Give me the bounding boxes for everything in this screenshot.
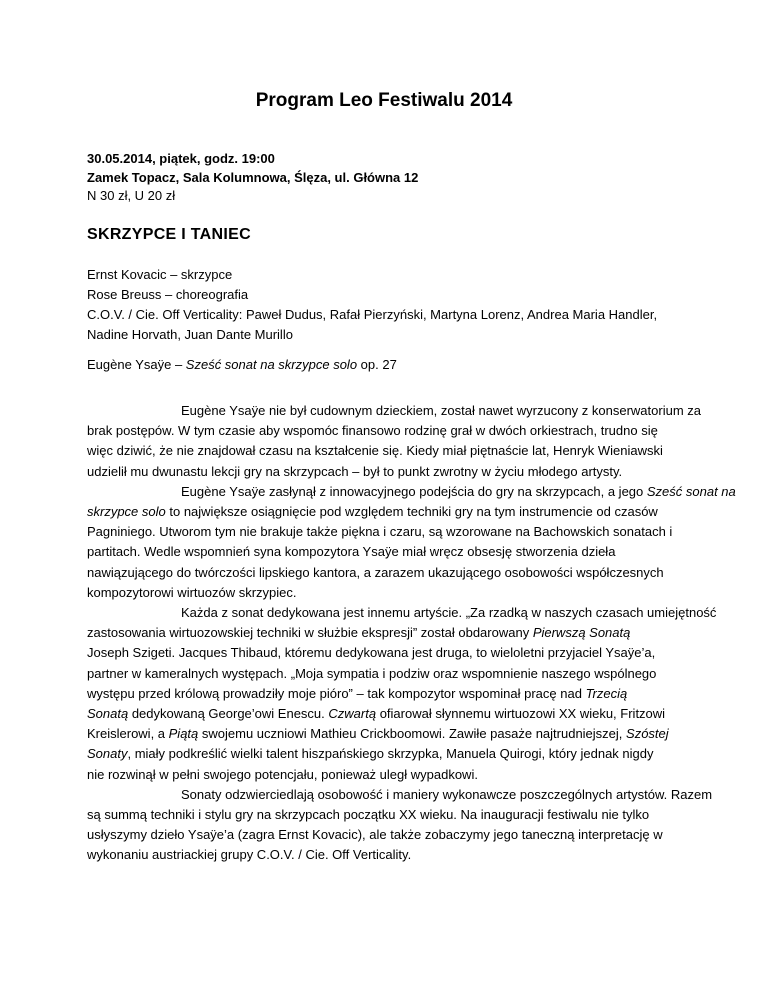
event-venue: Zamek Topacz, Sala Kolumnowa, Ślęza, ul. Główna 12 (87, 169, 419, 185)
text-run: , miały podkreślić wielki talent hiszpańskiego skrzypka, Manuela Quirogi, który jednak nigdy (127, 746, 654, 762)
text-line: są summą techniki i stylu gry na skrzypcach początku XX wieku. Na inauguracji festiwalu nie tylko (87, 807, 650, 823)
text-line (87, 726, 669, 741)
text-line: nawiązującego do twórczości lipskiego kantora, a zarazem ukazującego osobowości współczesnych (87, 564, 664, 580)
text-run-italic: Piątą (168, 726, 199, 742)
text-run: dedykowaną George’owi Enescu. (128, 706, 329, 722)
text-run-italic: Sonaty (87, 746, 128, 762)
text-line: wykonaniu austriackiej grupy C.O.V. / Cie. Off Verticality. (87, 847, 412, 863)
text-line: Sonaty odzwierciedlają osobowość i maniery wykonawcze poszczególnych artystów. Razem (181, 786, 713, 802)
event-prices: N 30 zł, U 20 zł (87, 188, 176, 203)
text-run: to największe osiągnięcie pod względem techniki gry na tym instrumencie od czasów (165, 504, 658, 520)
event-date-time: 30.05.2014, piątek, godz. 19:00 (87, 151, 275, 166)
text-run-italic: Szóstej (626, 726, 669, 742)
text-run-italic: Pierwszą Sonatą (532, 625, 631, 641)
text-line: kompozytorowi wirtuozów skrzypiec. (87, 584, 297, 600)
text-line: brak postępów. W tym czasie aby wspomóc finansowo rodzinę grał w dwóch orkiestrach, trudno się (87, 423, 658, 439)
work-composer: Eugène Ysaÿe – (87, 357, 186, 372)
work-title: Sześć sonat na skrzypce solo (185, 357, 358, 372)
work-opus: op. 27 (357, 357, 397, 372)
paragraph-2 (87, 482, 736, 603)
text-line (87, 686, 627, 701)
text-line (87, 504, 658, 519)
cast-ensemble-line: C.O.V. / Cie. Off Verticality: Paweł Dudus, Rafał Pierzyński, Martyna Lorenz, Andrea Maria Handler, (87, 307, 658, 322)
section-title: SKRZYPCE I TANIEC (87, 226, 251, 243)
text-run: Kreislerowi, a (87, 726, 169, 742)
text-run: swojemu uczniowi Mathieu Crickboomowi. Zawiłe pasaże najtrudniejszej, (198, 726, 627, 742)
text-run-italic: skrzypce solo (87, 504, 166, 520)
text-line (87, 706, 665, 721)
paragraph-1 (87, 401, 701, 482)
text-line: Pagniniego. Utworom tym nie brakuje także piękna i czaru, są wzorowane na Bachowskich sonatach i (87, 524, 673, 540)
text-run-italic: Sześć sonat na (646, 483, 736, 499)
paragraph-3 (87, 603, 717, 785)
text-line: partner w kameralnych występach. „Moja sympatia i podziw oraz wspomnienie naszego wspólnego (87, 665, 657, 681)
page-title: Program Leo Festiwalu 2014 (255, 90, 513, 111)
text-run: zastosowania wirtuozowskiej techniki w służbie ekspresji” został obdarowany (87, 625, 533, 641)
cast-ensemble-line: Nadine Horvath, Juan Dante Murillo (87, 327, 293, 342)
text-line: Każda z sonat dedykowana jest innemu artyście. „Za rzadką w naszych czasach umiejętność (181, 605, 717, 621)
text-line: udzielił mu dwunastu lekcji gry na skrzypcach – był to punkt zwrotny w życiu młodego artysty. (87, 463, 623, 479)
cast-list (87, 265, 687, 345)
text-line (87, 746, 654, 761)
text-line: partitach. Wedle wspomnień syna kompozytora Ysaÿe miał wręcz obsesję stworzenia dzieła (87, 544, 616, 560)
cast-violin: Ernst Kovacic – skrzypce (87, 267, 233, 282)
text-line (134, 484, 736, 499)
text-run-italic: Trzecią (585, 685, 628, 701)
text-line: Eugène Ysaÿe nie był cudownym dzieckiem, został nawet wyrzucony z konserwatorium za (181, 403, 701, 418)
cast-choreography: Rose Breuss – choreografia (87, 287, 249, 302)
event-info (87, 150, 418, 206)
work-title-line (87, 357, 397, 372)
text-line: usłyszymy dzieło Ysaÿe’a (zagra Ernst Kovacic), ale także zobaczymy jego taneczną interpretację w (87, 827, 663, 843)
text-line: Joseph Szigeti. Jacques Thibaud, któremu dedykowana jest druga, to wieloletni przyjaciel Ysaÿe’a, (87, 645, 656, 661)
text-run-italic: Sonatą (87, 706, 129, 722)
text-run: występu przed królową prowadziły moje pióro” – tak kompozytor wspominał pracę nad (87, 685, 586, 701)
paragraph-4 (87, 785, 713, 866)
text-run: Eugène Ysaÿe zasłynął z innowacyjnego podejścia do gry na skrzypcach, a jego (181, 483, 647, 499)
text-run-italic: Czwartą (328, 706, 377, 722)
text-line: więc dziwić, że nie znajdował czasu na kształcenie się. Kiedy miał piętnaście lat, Henryk Wieniawski (87, 443, 663, 459)
text-run: ofiarował słynnemu wirtuozowi XX wieku, Fritzowi (376, 706, 666, 722)
text-line (87, 625, 630, 640)
article-body (87, 401, 736, 866)
text-line: nie rozwinął w pełni swojego potencjału, ponieważ uległ wypadkowi. (87, 766, 478, 782)
